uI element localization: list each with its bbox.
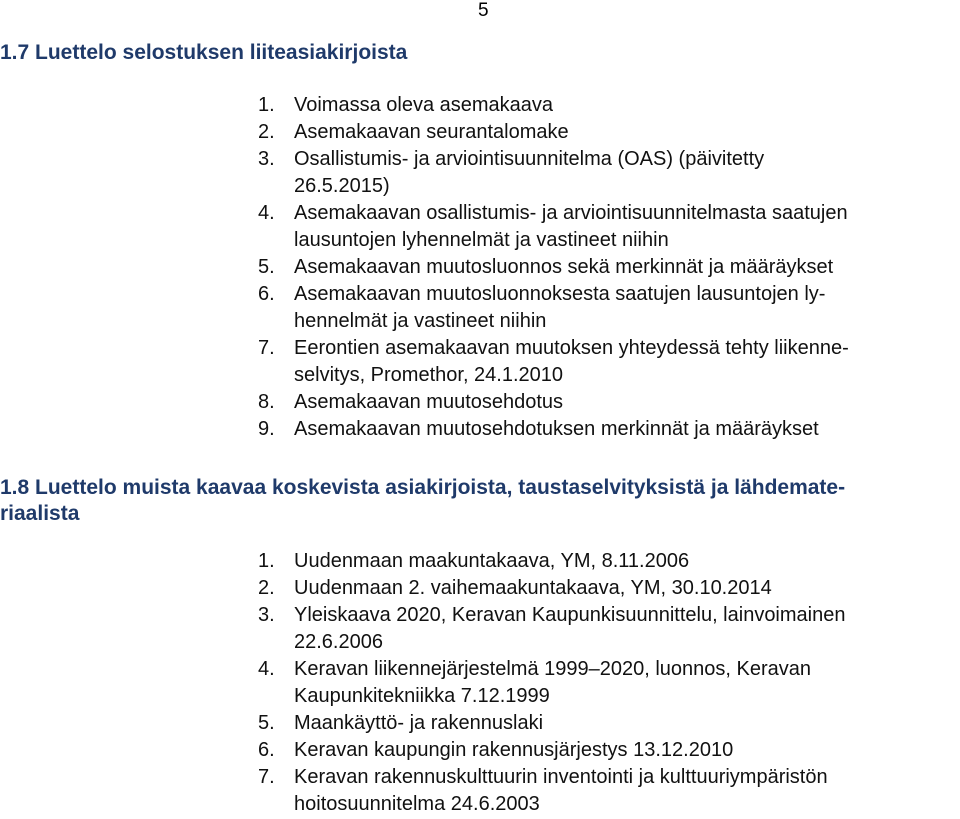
list-item-text-line: Keravan rakennuskulttuurin inventointi ja kulttuuriympäristön	[294, 766, 828, 788]
list-item	[258, 92, 958, 119]
list-item	[258, 281, 958, 335]
list-item	[258, 575, 958, 602]
list-item-text-line: Maankäyttö- ja rakennuslaki	[294, 712, 544, 734]
list-item	[258, 254, 958, 281]
list-item-text-line: lausuntojen lyhennelmät ja vastineet niihin	[294, 229, 669, 251]
section-heading-other-documents	[0, 475, 960, 527]
list-item	[258, 146, 958, 200]
list-item-text-line: Eerontien asemakaavan muutoksen yhteydessä tehty liikenne-	[294, 337, 849, 359]
list-item-text-line: Asemakaavan muutosluonnos sekä merkinnät ja määräykset	[294, 256, 834, 278]
list-item-number: 7.	[258, 337, 275, 359]
list-item-number: 2.	[258, 577, 275, 599]
page-number: 5	[478, 0, 489, 21]
list-item	[258, 200, 958, 254]
attachments-list	[258, 92, 958, 443]
list-item-text-line: hoitosuunnitelma 24.6.2003	[294, 793, 540, 815]
list-item	[258, 656, 958, 710]
list-item-text-line: 22.6.2006	[294, 631, 383, 653]
list-item-number: 4.	[258, 202, 275, 224]
list-item-number: 2.	[258, 121, 275, 143]
list-item	[258, 710, 958, 737]
list-item-text-line: Keravan liikennejärjestelmä 1999–2020, luonnos, Keravan	[294, 658, 812, 680]
section-heading-line: 1.8 Luettelo muista kaavaa koskevista asiakirjoista, taustaselvityksistä ja lähdemate-	[0, 476, 846, 499]
list-item-number: 4.	[258, 658, 275, 680]
list-item	[258, 548, 958, 575]
other-documents-list	[258, 548, 958, 818]
list-item-number: 6.	[258, 283, 275, 305]
list-item-text-line: Kaupunkitekniikka 7.12.1999	[294, 685, 550, 707]
list-item-text-line: Uudenmaan maakuntakaava, YM, 8.11.2006	[294, 550, 690, 572]
list-item	[258, 335, 958, 389]
list-item	[258, 119, 958, 146]
list-item-text-line: Asemakaavan muutosehdotus	[294, 391, 564, 413]
list-item-text-line: Yleiskaava 2020, Keravan Kaupunkisuunnittelu, lainvoimainen	[294, 604, 846, 626]
list-item-text-line: Asemakaavan muutosehdotuksen merkinnät ja määräykset	[294, 418, 819, 440]
list-item-number: 5.	[258, 712, 275, 734]
list-item-number: 8.	[258, 391, 275, 413]
list-item-number: 3.	[258, 604, 275, 626]
list-item	[258, 602, 958, 656]
list-item-text-line: Keravan kaupungin rakennusjärjestys 13.12.2010	[294, 739, 734, 761]
list-item-text-line: Asemakaavan seurantalomake	[294, 121, 569, 143]
list-item-number: 1.	[258, 94, 275, 116]
list-item-text-line: Asemakaavan muutosluonnoksesta saatujen lausuntojen ly-	[294, 283, 826, 305]
list-item-number: 7.	[258, 766, 275, 788]
list-item-number: 6.	[258, 739, 275, 761]
list-item	[258, 416, 958, 443]
list-item-number: 1.	[258, 550, 275, 572]
list-item-number: 5.	[258, 256, 275, 278]
list-item-text-line: Asemakaavan osallistumis- ja arviointisuunnitelmasta saatujen	[294, 202, 848, 224]
list-item-number: 3.	[258, 148, 275, 170]
list-item-text-line: Osallistumis- ja arviointisuunnitelma (OAS) (päivitetty	[294, 148, 765, 170]
list-item	[258, 389, 958, 416]
list-item	[258, 764, 958, 818]
section-heading-line: riaalista	[0, 502, 80, 525]
list-item-text-line: Voimassa oleva asemakaava	[294, 94, 554, 116]
list-item-text-line: Uudenmaan 2. vaihemaakuntakaava, YM, 30.10.2014	[294, 577, 772, 599]
list-item-text-line: selvitys, Promethor, 24.1.2010	[294, 364, 564, 386]
list-item	[258, 737, 958, 764]
section-heading-attachments: 1.7 Luettelo selostuksen liiteasiakirjoista	[0, 41, 408, 64]
list-item-text-line: 26.5.2015)	[294, 175, 390, 197]
list-item-text-line: hennelmät ja vastineet niihin	[294, 310, 547, 332]
list-item-number: 9.	[258, 418, 275, 440]
